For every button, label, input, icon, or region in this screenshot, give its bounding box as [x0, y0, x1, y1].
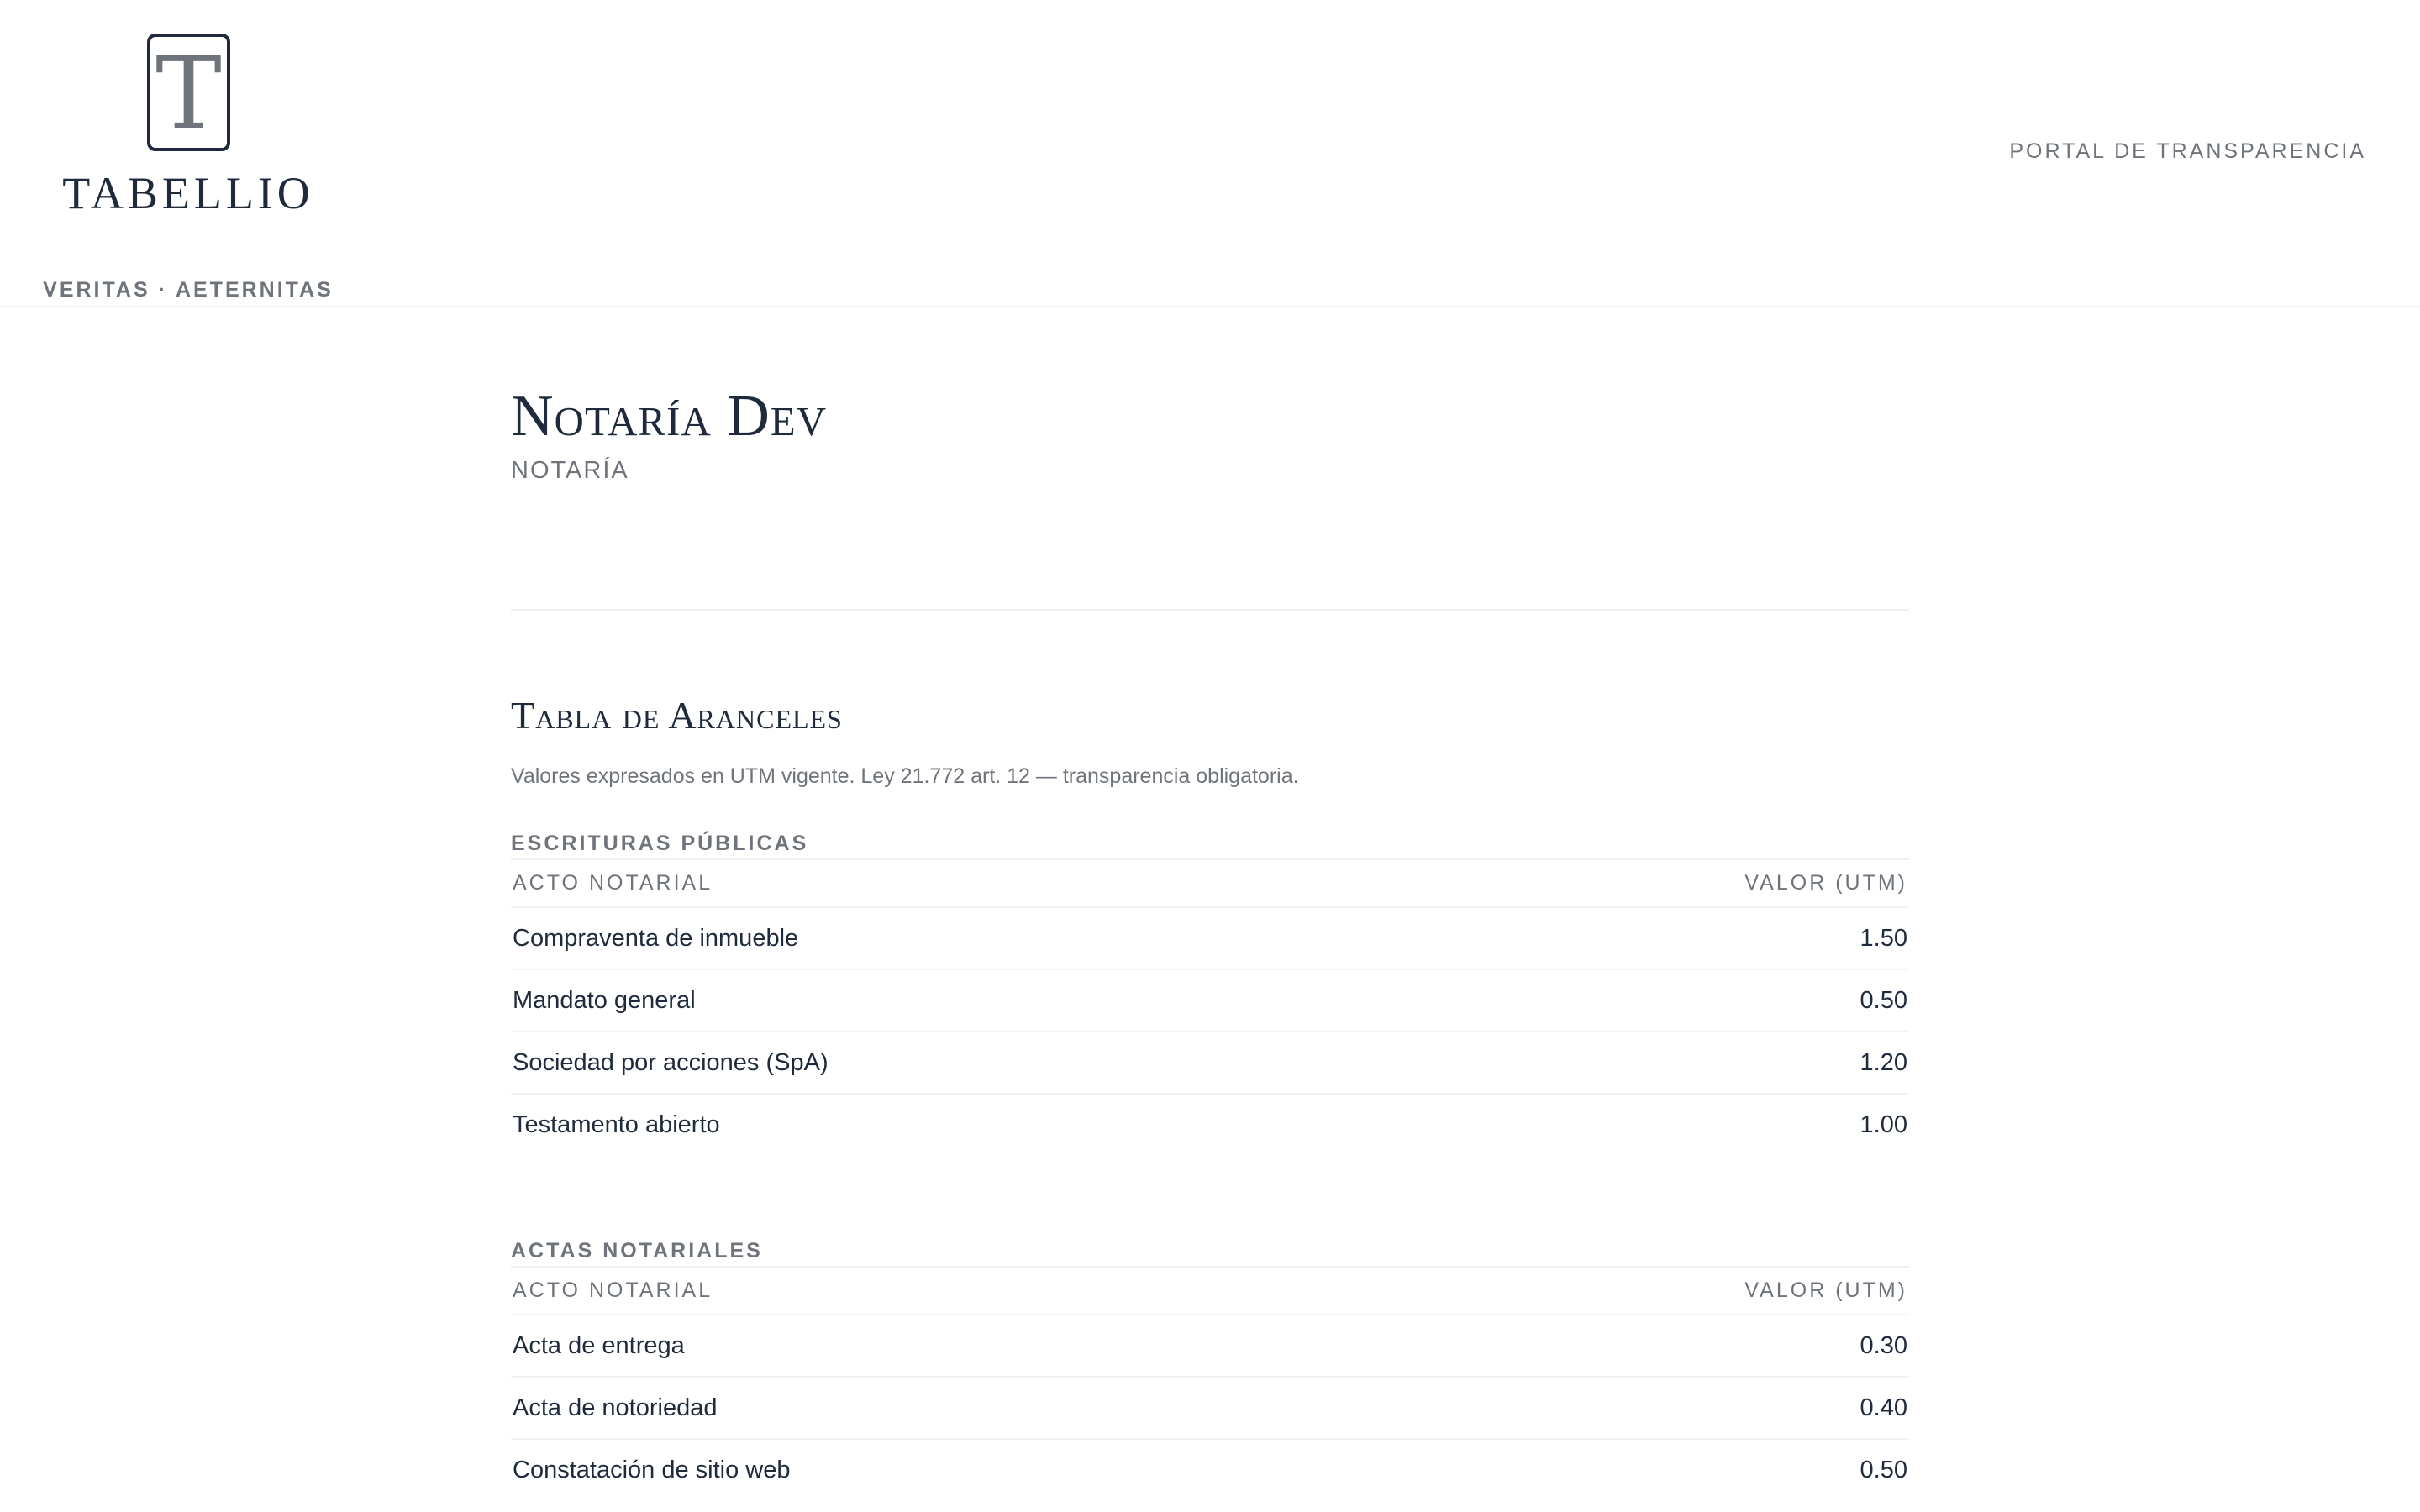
cell-act: Mandato general: [511, 969, 1430, 1032]
table-row: [511, 1094, 1909, 1156]
column-header-value: VALOR (UTM): [1390, 1268, 1909, 1315]
cell-value: 1.50: [1430, 907, 1909, 969]
brand-name: TABELLIO: [62, 168, 314, 218]
cell-act: Compraventa de inmueble: [511, 907, 1430, 969]
column-header-value: VALOR (UTM): [1430, 860, 1909, 907]
site-header: [0, 0, 2420, 307]
fee-group-actas: [511, 1234, 1909, 1501]
nav-link-transparency-portal[interactable]: PORTAL DE TRANSPARENCIA: [2009, 139, 2366, 163]
brand-emblem-icon: [147, 34, 230, 151]
cell-value: 1.20: [1430, 1032, 1909, 1094]
table-header-row: [511, 860, 1909, 907]
table-row: [511, 969, 1909, 1032]
fee-table: [511, 860, 1909, 1156]
brand-emblem-glyph: T: [155, 35, 222, 151]
table-row: [511, 1377, 1909, 1439]
cell-value: 0.30: [1390, 1315, 1909, 1377]
table-row: [511, 1315, 1909, 1377]
fees-section-note: Valores expresados en UTM vigente. Ley 21.772 art. 12 — transparencia obligatoria.: [511, 764, 1299, 788]
cell-act: Sociedad por acciones (SpA): [511, 1032, 1430, 1094]
table-row: [511, 907, 1909, 969]
page-subtitle: NOTARÍA: [511, 457, 629, 484]
table-row: [511, 1439, 1909, 1501]
cell-value: 0.50: [1860, 1457, 1907, 1483]
fee-table: [511, 1268, 1909, 1501]
table-header-row: [511, 1268, 1909, 1315]
column-header-act: ACTO NOTARIAL: [511, 1268, 1390, 1315]
cell-value: 1.00: [1860, 1111, 1907, 1138]
cell-act: Acta de entrega: [511, 1315, 1390, 1377]
column-header-act: ACTO NOTARIAL: [511, 860, 1430, 907]
fees-section-title: Tabla de Aranceles: [511, 694, 843, 737]
cell-value: 0.50: [1430, 969, 1909, 1032]
cell-value: 0.40: [1390, 1377, 1909, 1439]
table-row: [511, 1032, 1909, 1094]
fee-group-escrituras: [511, 827, 1909, 1156]
cell-act: Testamento abierto: [513, 1111, 720, 1138]
cell-act: Constatación de sitio web: [513, 1457, 791, 1483]
page-title: Notaría Dev: [511, 384, 828, 449]
section-divider: [511, 609, 1909, 611]
cell-act: Acta de notoriedad: [511, 1377, 1390, 1439]
brand-tagline: VERITAS · AETERNITAS: [43, 278, 334, 302]
fee-group-heading: ESCRITURAS PÚBLICAS: [511, 827, 1909, 860]
fee-group-heading: ACTAS NOTARIALES: [511, 1234, 1909, 1268]
